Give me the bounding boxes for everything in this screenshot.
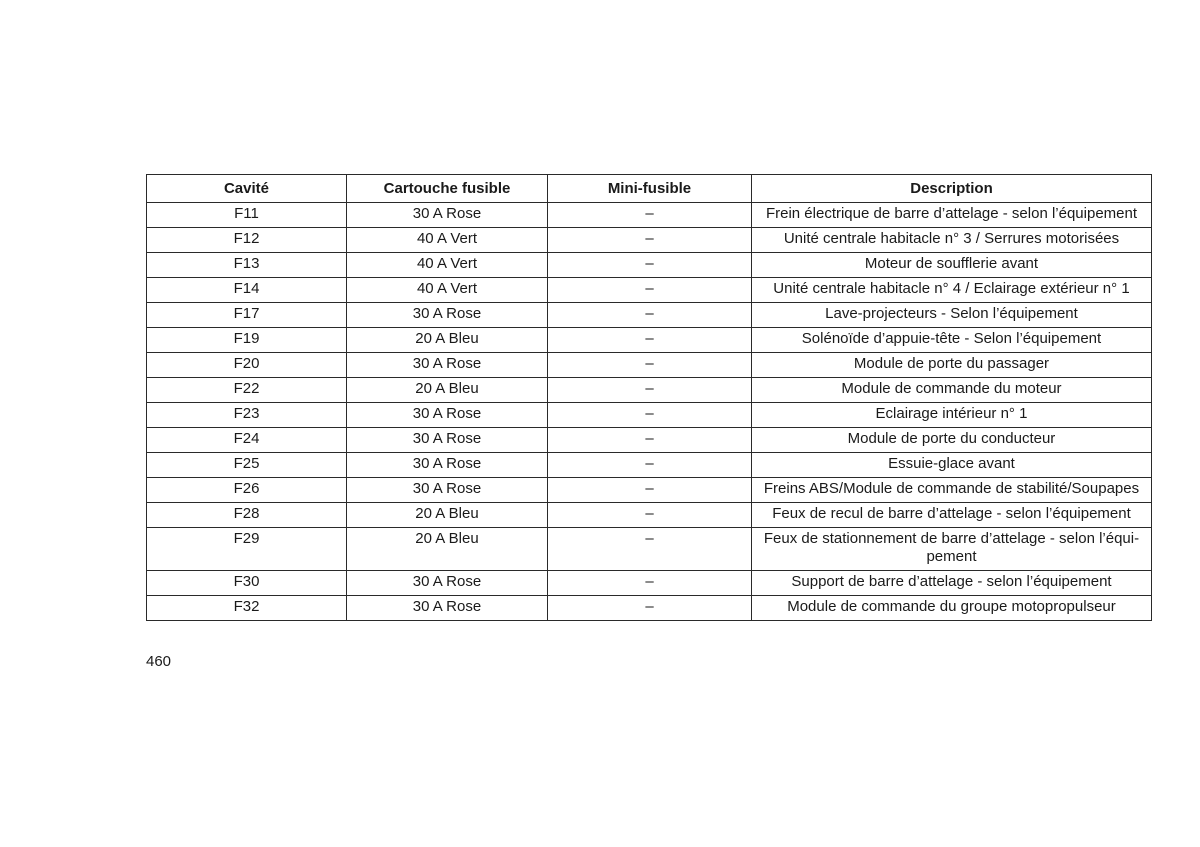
cell-mini: –	[547, 571, 751, 596]
cell-mini: –	[547, 203, 751, 228]
cell-mini: –	[547, 278, 751, 303]
table-row	[147, 228, 1152, 253]
cell-cavity: F20	[147, 353, 347, 378]
cell-cartridge: 30 A Rose	[346, 203, 547, 228]
cell-description: Unité centrale habitacle n° 3 / Serrures motorisées	[751, 228, 1151, 253]
cell-cartridge: 30 A Rose	[346, 571, 547, 596]
table-row	[147, 303, 1152, 328]
cell-mini: –	[547, 378, 751, 403]
cell-mini: –	[547, 528, 751, 571]
page-number: 460	[146, 653, 172, 670]
cell-mini: –	[547, 503, 751, 528]
cell-cavity: F30	[147, 571, 347, 596]
cell-cavity: F11	[147, 203, 347, 228]
cell-cartridge: 30 A Rose	[346, 303, 547, 328]
cell-description: Solénoïde d’appuie-tête - Selon l’équipement	[751, 328, 1151, 353]
cell-mini: –	[547, 353, 751, 378]
header-description: Description	[751, 175, 1151, 203]
cell-mini: –	[547, 453, 751, 478]
table-row	[147, 596, 1152, 621]
cell-cavity: F24	[147, 428, 347, 453]
fuse-table	[146, 174, 1152, 621]
cell-cartridge: 30 A Rose	[346, 403, 547, 428]
cell-description: Essuie-glace avant	[751, 453, 1151, 478]
cell-cartridge: 30 A Rose	[346, 353, 547, 378]
table-row	[147, 478, 1152, 503]
cell-cartridge: 20 A Bleu	[346, 378, 547, 403]
cell-cavity: F28	[147, 503, 347, 528]
table-row	[147, 203, 1152, 228]
cell-description: Module de commande du groupe motopropulseur	[751, 596, 1151, 621]
cell-description: Eclairage intérieur n° 1	[751, 403, 1151, 428]
cell-cavity: F25	[147, 453, 347, 478]
table-row	[147, 528, 1152, 571]
header-cartridge: Cartouche fusible	[346, 175, 547, 203]
cell-cavity: F32	[147, 596, 347, 621]
cell-description: Moteur de soufflerie avant	[751, 253, 1151, 278]
cell-cavity: F22	[147, 378, 347, 403]
cell-cartridge: 40 A Vert	[346, 253, 547, 278]
cell-mini: –	[547, 403, 751, 428]
cell-cartridge: 40 A Vert	[346, 228, 547, 253]
table-row	[147, 453, 1152, 478]
table-row	[147, 428, 1152, 453]
cell-mini: –	[547, 596, 751, 621]
cell-mini: –	[547, 428, 751, 453]
cell-description: Module de porte du conducteur	[751, 428, 1151, 453]
cell-mini: –	[547, 303, 751, 328]
cell-cavity: F19	[147, 328, 347, 353]
table-row	[147, 571, 1152, 596]
table-row	[147, 353, 1152, 378]
cell-cartridge: 20 A Bleu	[346, 503, 547, 528]
cell-cavity: F14	[147, 278, 347, 303]
cell-cartridge: 40 A Vert	[346, 278, 547, 303]
cell-description: Module de porte du passager	[751, 353, 1151, 378]
cell-mini: –	[547, 328, 751, 353]
table-row	[147, 403, 1152, 428]
cell-cavity: F29	[147, 528, 347, 571]
cell-cartridge: 30 A Rose	[346, 478, 547, 503]
cell-description: Unité centrale habitacle n° 4 / Eclairage extérieur n° 1	[751, 278, 1151, 303]
table-row	[147, 278, 1152, 303]
cell-mini: –	[547, 478, 751, 503]
header-cavity: Cavité	[147, 175, 347, 203]
cell-description: Freins ABS/Module de commande de stabilité/Soupapes	[751, 478, 1151, 503]
cell-mini: –	[547, 228, 751, 253]
cell-cartridge: 30 A Rose	[346, 453, 547, 478]
cell-mini: –	[547, 253, 751, 278]
cell-cavity: F13	[147, 253, 347, 278]
table-header-row	[147, 175, 1152, 203]
cell-description: Lave-projecteurs - Selon l’équipement	[751, 303, 1151, 328]
cell-description: Feux de recul de barre d’attelage - selon l’équipement	[751, 503, 1151, 528]
cell-cavity: F23	[147, 403, 347, 428]
cell-description: Module de commande du moteur	[751, 378, 1151, 403]
cell-description: Feux de stationnement de barre d’attelage - selon l’équi-pement	[751, 528, 1151, 571]
header-mini: Mini-fusible	[547, 175, 751, 203]
table-row	[147, 378, 1152, 403]
cell-cartridge: 20 A Bleu	[346, 328, 547, 353]
cell-cavity: F12	[147, 228, 347, 253]
cell-cartridge: 20 A Bleu	[346, 528, 547, 571]
cell-cartridge: 30 A Rose	[346, 596, 547, 621]
cell-description: Frein électrique de barre d’attelage - selon l’équipement	[751, 203, 1151, 228]
cell-cavity: F17	[147, 303, 347, 328]
cell-description: Support de barre d’attelage - selon l’équipement	[751, 571, 1151, 596]
table-row	[147, 253, 1152, 278]
table-row	[147, 328, 1152, 353]
table-row	[147, 503, 1152, 528]
cell-cartridge: 30 A Rose	[346, 428, 547, 453]
cell-cavity: F26	[147, 478, 347, 503]
